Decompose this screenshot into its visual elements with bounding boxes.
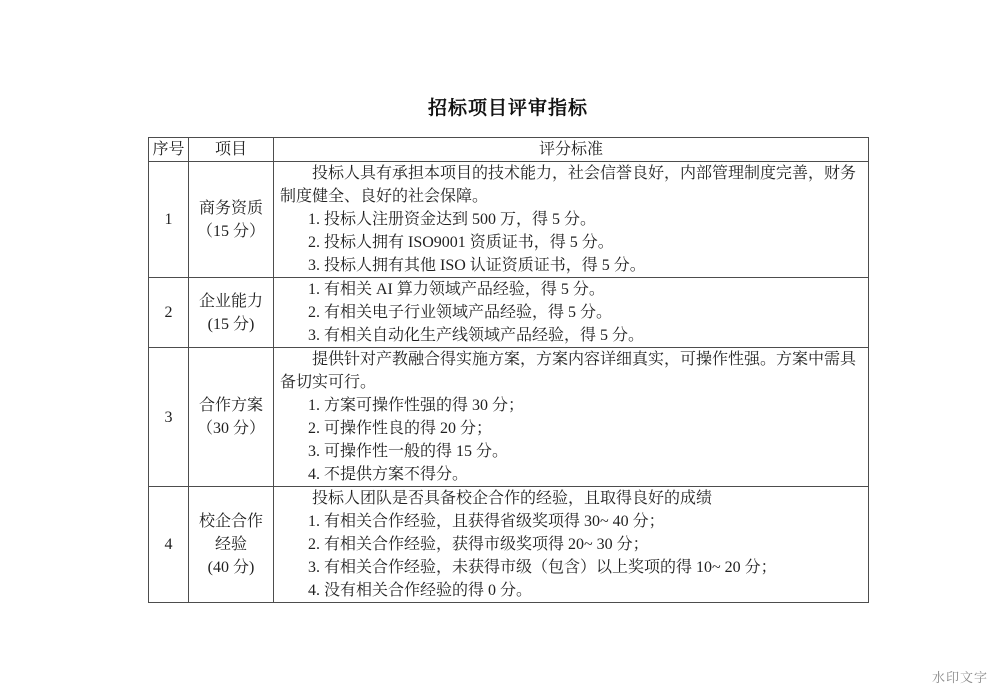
criteria-item: 2. 有相关电子行业领域产品经验，得 5 分。	[308, 304, 613, 321]
criteria-item: 1. 有相关合作经验，且获得省级奖项得 30~ 40 分；	[308, 513, 665, 530]
criteria-item: 1. 方案可操作性强的得 30 分；	[308, 397, 525, 414]
row-number: 4	[149, 487, 189, 603]
header-project: 项目	[189, 138, 274, 162]
criteria-cell	[274, 487, 869, 603]
criteria-item: 3. 有相关合作经验，未获得市级（包含）以上奖项的得 10~ 20 分；	[308, 559, 777, 576]
criteria-cell	[274, 162, 869, 278]
watermark-text: 水印文字	[931, 670, 988, 685]
table-row	[149, 487, 869, 603]
criteria-cell	[274, 348, 869, 487]
criteria-cell	[274, 278, 869, 348]
table-row	[149, 348, 869, 487]
project-cell	[189, 278, 274, 348]
criteria-item: 2. 有相关合作经验，获得市级奖项得 20~ 30 分；	[308, 536, 649, 553]
table-row	[149, 162, 869, 278]
project-line: 企业能力	[198, 292, 263, 310]
row-number: 1	[149, 162, 189, 278]
criteria-item: 1. 有相关 AI 算力领域产品经验，得 5 分。	[308, 281, 605, 298]
evaluation-table	[148, 137, 869, 603]
criteria-item: 3. 可操作性一般的得 15 分。	[308, 443, 509, 460]
criteria-intro: 提供针对产教融合得实施方案，方案内容详细真实，可操作性强。方案中需具备切实可行。	[280, 351, 857, 391]
header-no: 序号	[149, 138, 189, 162]
table-header-row	[149, 138, 869, 162]
project-cell	[189, 162, 274, 278]
project-line: 合作方案	[198, 397, 263, 414]
project-line: (15 分)	[207, 315, 255, 333]
criteria-intro: 投标人具有承担本项目的技术能力，社会信誉良好，内部管理制度完善，财务制度健全、良好的社会保障。	[280, 165, 857, 205]
criteria-item: 2. 可操作性良的得 20 分；	[308, 420, 493, 437]
header-criteria: 评分标准	[274, 138, 869, 162]
project-cell	[189, 348, 274, 487]
table-row	[149, 278, 869, 348]
criteria-item: 1. 投标人注册资金达到 500 万，得 5 分。	[308, 211, 597, 228]
project-line: 商务资质	[198, 199, 263, 217]
project-cell	[189, 487, 274, 603]
page-title: 招标项目评审指标	[427, 98, 588, 119]
criteria-item: 4. 不提供方案不得分。	[308, 466, 469, 483]
criteria-intro: 投标人团队是否具备校企合作的经验，且取得良好的成绩	[312, 490, 713, 507]
project-line: （15 分）	[196, 222, 265, 240]
row-number: 3	[149, 348, 189, 487]
row-number: 2	[149, 278, 189, 348]
project-line: （30 分）	[196, 420, 265, 437]
criteria-item: 3. 有相关自动化生产线领域产品经验，得 5 分。	[308, 327, 645, 344]
criteria-item: 3. 投标人拥有其他 ISO 认证资质证书，得 5 分。	[308, 257, 646, 274]
project-line: 校企合作	[198, 513, 263, 530]
project-line: (40 分)	[207, 559, 255, 576]
project-line: 经验	[214, 536, 247, 553]
criteria-item: 2. 投标人拥有 ISO9001 资质证书，得 5 分。	[308, 234, 614, 251]
criteria-item: 4. 没有相关合作经验的得 0 分。	[308, 582, 533, 599]
